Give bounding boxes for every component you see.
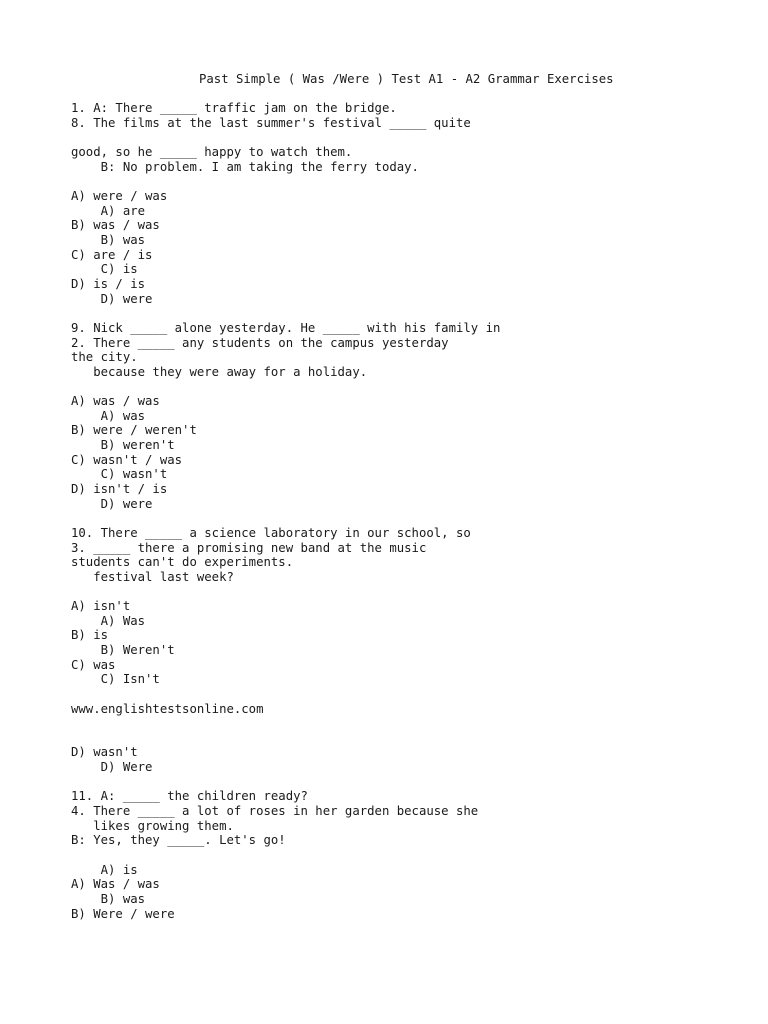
text-line: 1. A: There _____ traffic jam on the bridge. [71, 101, 397, 116]
text-line: B) was / was [71, 218, 160, 233]
text-line: B) were / weren't [71, 423, 197, 438]
text-line: 11. A: _____ the children ready? [71, 789, 308, 804]
text-line: C) was [71, 657, 116, 672]
text-line: A) Was / was [71, 877, 160, 892]
text-line: 10. There _____ a science laboratory in our school, so [71, 525, 471, 540]
text-line: B) was [71, 233, 146, 248]
blank-line [71, 174, 751, 189]
text-line: the city. [71, 350, 138, 365]
text-line: D) Were [71, 760, 153, 775]
text-line: because they were away for a holiday. [71, 364, 368, 379]
worksheet-page [71, 72, 751, 921]
text-line: 9. Nick _____ alone yesterday. He _____ with his family in [71, 320, 501, 335]
text-line: likes growing them. [71, 818, 234, 833]
text-line: good, so he _____ happy to watch them. [71, 145, 353, 160]
text-line: B: No problem. I am taking the ferry today. [71, 159, 419, 174]
text-line: C) Isn't [71, 672, 160, 687]
text-line: 2. There _____ any students on the campus yesterday [71, 335, 449, 350]
text-line: A) Was [71, 613, 146, 628]
text-line: B) weren't [71, 438, 175, 453]
text-line: festival last week? [71, 569, 234, 584]
blank-line [71, 731, 751, 746]
text-line: D) isn't / is [71, 481, 168, 496]
text-line: B) Weren't [71, 642, 175, 657]
text-line: 8. The films at the last summer's festival _____ quite [71, 115, 471, 130]
text-line: B) Were / were [71, 906, 175, 921]
blank-line [71, 584, 751, 599]
text-line: C) wasn't [71, 467, 168, 482]
blank-line [71, 87, 751, 102]
text-line: A) isn't [71, 599, 131, 614]
text-line: C) wasn't / was [71, 452, 183, 467]
page-title: Past Simple ( Was /Were ) Test A1 - A2 Grammar Exercises [199, 72, 614, 86]
text-line: D) were [71, 496, 153, 511]
blank-line [71, 687, 751, 702]
text-line: 3. _____ there a promising new band at the music [71, 540, 427, 555]
text-line: A) was / was [71, 394, 160, 409]
text-line: D) were [71, 291, 153, 306]
text-line: C) is [71, 262, 138, 277]
text-line: 4. There _____ a lot of roses in her garden because she [71, 804, 479, 819]
blank-line [71, 775, 751, 790]
blank-line [71, 848, 751, 863]
text-line: A) were / was [71, 189, 168, 204]
worksheet-body [71, 87, 751, 922]
blank-line [71, 306, 751, 321]
text-line: www.englishtestsonline.com [71, 701, 264, 716]
text-line: D) wasn't [71, 745, 138, 760]
blank-line [71, 511, 751, 526]
blank-line [71, 716, 751, 731]
text-line: students can't do experiments. [71, 555, 294, 570]
text-line: B) was [71, 891, 146, 906]
text-line: C) are / is [71, 247, 153, 262]
blank-line [71, 131, 751, 146]
blank-line [71, 379, 751, 394]
text-line: B: Yes, they _____. Let's go! [71, 833, 286, 848]
text-line: A) is [71, 862, 138, 877]
text-line: A) was [71, 408, 146, 423]
text-line: A) are [71, 203, 146, 218]
text-line: B) is [71, 628, 109, 643]
text-line: D) is / is [71, 276, 146, 291]
